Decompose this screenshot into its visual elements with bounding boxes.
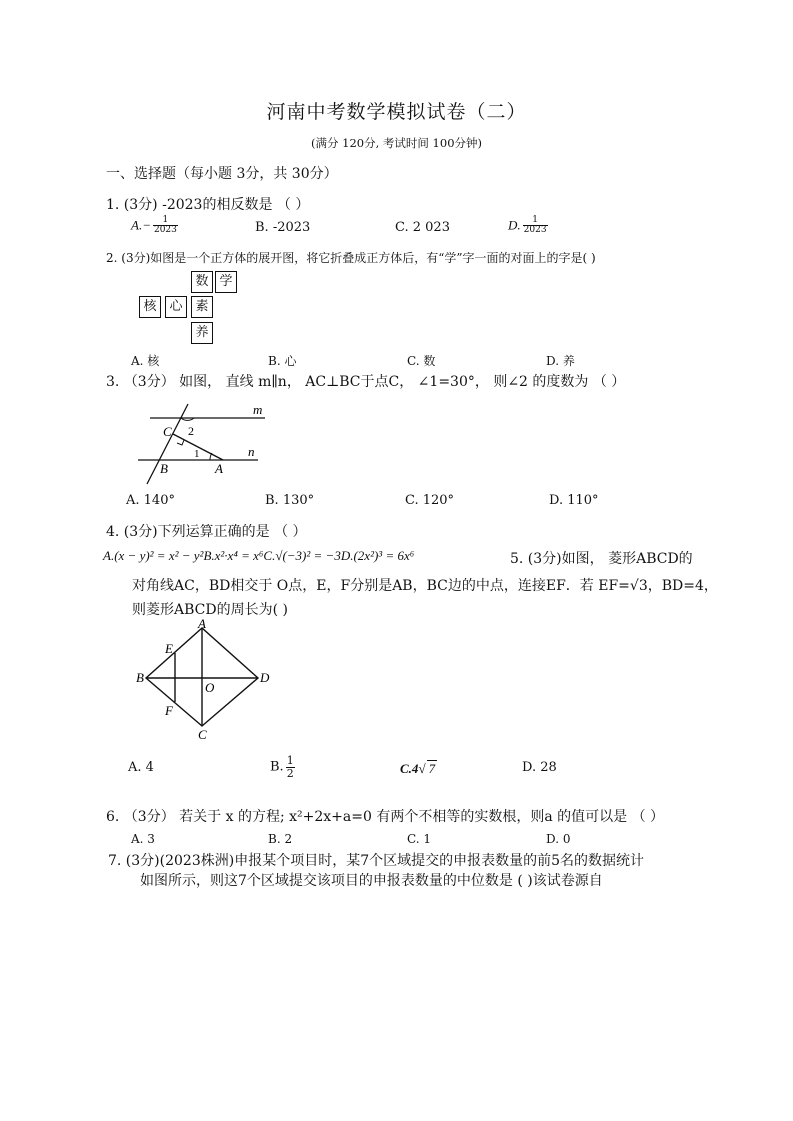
q5-stem-line2: 对角线AC，BD相交于 O点，E，F分别是AB，BC边的中点，连接EF．若 EF=√3，BD=4， xyxy=(132,578,718,594)
q6-option-a: A. 3 xyxy=(131,832,155,846)
q5-option-b xyxy=(270,755,297,779)
right-angle-mark xyxy=(177,440,184,445)
label-d: D xyxy=(260,670,270,685)
q3-stem: 3. （3分） 如图， 直线 m∥n， AC⊥BC于点C， ∠1=30°， 则∠2 的度数为 （ ） xyxy=(106,374,626,390)
label-n: n xyxy=(248,444,255,459)
net-cell-xin: 心 xyxy=(165,296,187,318)
q2-option-a: A. 核 xyxy=(131,354,160,368)
net-cell-yang: 养 xyxy=(191,322,213,344)
q6-option-b: B. 2 xyxy=(268,832,293,846)
label-f: F xyxy=(165,703,173,718)
q6-option-d: D. 0 xyxy=(546,832,571,846)
label-e: E xyxy=(165,641,173,656)
net-cell-shu: 数 xyxy=(191,271,213,293)
rhombus-figure xyxy=(132,616,282,744)
q2-stem: 2. (3分)如图是一个正方体的展开图，将它折叠成正方体后，有“学”字一面的对面上的字是( ) xyxy=(106,251,596,265)
q7-stem-line2: 如图所示，则这7个区域提交该项目的申报表数量的中位数是 ( )该试卷源自 xyxy=(140,873,603,889)
q7-stem-line1: 7. (3分)(2023株洲)申报某个项目时，某7个区域提交的申报表数量的前5名的数据统计 xyxy=(108,853,645,869)
q1-a-numerator: 1 xyxy=(153,216,178,226)
q5-option-a: A. 4 xyxy=(128,760,154,775)
q2-option-b: B. 心 xyxy=(268,354,297,368)
q5-b-fraction xyxy=(286,755,295,779)
q3-option-b: B. 130° xyxy=(265,493,315,508)
label-o: O xyxy=(205,680,215,695)
net-cell-he: 核 xyxy=(139,296,161,318)
q4-options: A.(x − y)² = x² − y²B.x²·x⁴ = x⁶C.√(−3)² = −3D.(2x²)³ = 6x⁶ xyxy=(103,548,415,563)
net-cell-su: 素 xyxy=(191,296,213,318)
net-cell-xue: 学 xyxy=(215,271,237,293)
q2-option-d: D. 养 xyxy=(546,354,575,368)
q1-option-a xyxy=(131,216,180,236)
label-c: C xyxy=(198,727,207,742)
q3-parallel-lines-figure xyxy=(130,398,280,488)
q1-a-fraction xyxy=(153,216,178,236)
q4-stem: 4. (3分)下列运算正确的是 （ ） xyxy=(106,524,307,540)
section-heading: 一、选择题（每小题 3分，共 30分） xyxy=(106,166,338,182)
q5-b-denominator: 2 xyxy=(286,766,294,780)
q1-option-d xyxy=(508,216,550,236)
q5-b-numerator: 1 xyxy=(286,754,294,767)
q6-stem: 6. （3分） 若关于 x 的方程; x²+2x+a=0 有两个不相等的实数根，则a 的值可以是 （ ） xyxy=(106,809,665,825)
exam-info: (满分 120分, 考试时间 100分钟) xyxy=(311,136,482,150)
label-c: C xyxy=(163,424,172,439)
q5-c-radicand: 7 xyxy=(428,761,436,776)
q1-a-prefix: A.− xyxy=(131,217,151,233)
label-a: A xyxy=(198,616,206,631)
label-m: m xyxy=(253,402,263,417)
label-angle-2: 2 xyxy=(188,424,194,438)
label-a: A xyxy=(215,461,223,476)
q1-option-b: B. -2023 xyxy=(255,220,311,235)
q1-option-c: C. 2 023 xyxy=(395,220,450,235)
page-title: 河南中考数学模拟试卷（二） xyxy=(266,101,527,123)
label-angle-1: 1 xyxy=(194,448,200,460)
q5-stem-start: 5. (3分)如图， 菱形ABCD的 xyxy=(510,551,693,567)
q1-d-numerator: 1 xyxy=(523,216,548,226)
q5-c-prefix: C.4 xyxy=(400,761,419,776)
q6-option-c: C. 1 xyxy=(407,832,432,846)
q3-option-a: A. 140° xyxy=(126,493,175,508)
q3-option-c: C. 120° xyxy=(405,493,455,508)
q5-option-d: D. 28 xyxy=(522,760,557,775)
q5-b-prefix: B. xyxy=(270,759,284,775)
q5-stem-line3: 则菱形ABCD的周长为( ) xyxy=(132,602,288,618)
q3-option-d: D. 110° xyxy=(549,493,599,508)
label-b: B xyxy=(160,461,168,476)
q1-d-prefix: D. xyxy=(508,217,521,233)
q2-option-c: C. 数 xyxy=(407,354,436,368)
label-b: B xyxy=(136,670,144,685)
q1-d-fraction xyxy=(523,216,548,236)
q5-option-c: C.4√ 7 xyxy=(400,761,436,776)
q1-d-denominator: 2023 xyxy=(523,225,547,236)
q1-a-denominator: 2023 xyxy=(153,225,177,236)
q1-stem: 1. (3分) -2023的相反数是 （ ） xyxy=(106,197,310,213)
